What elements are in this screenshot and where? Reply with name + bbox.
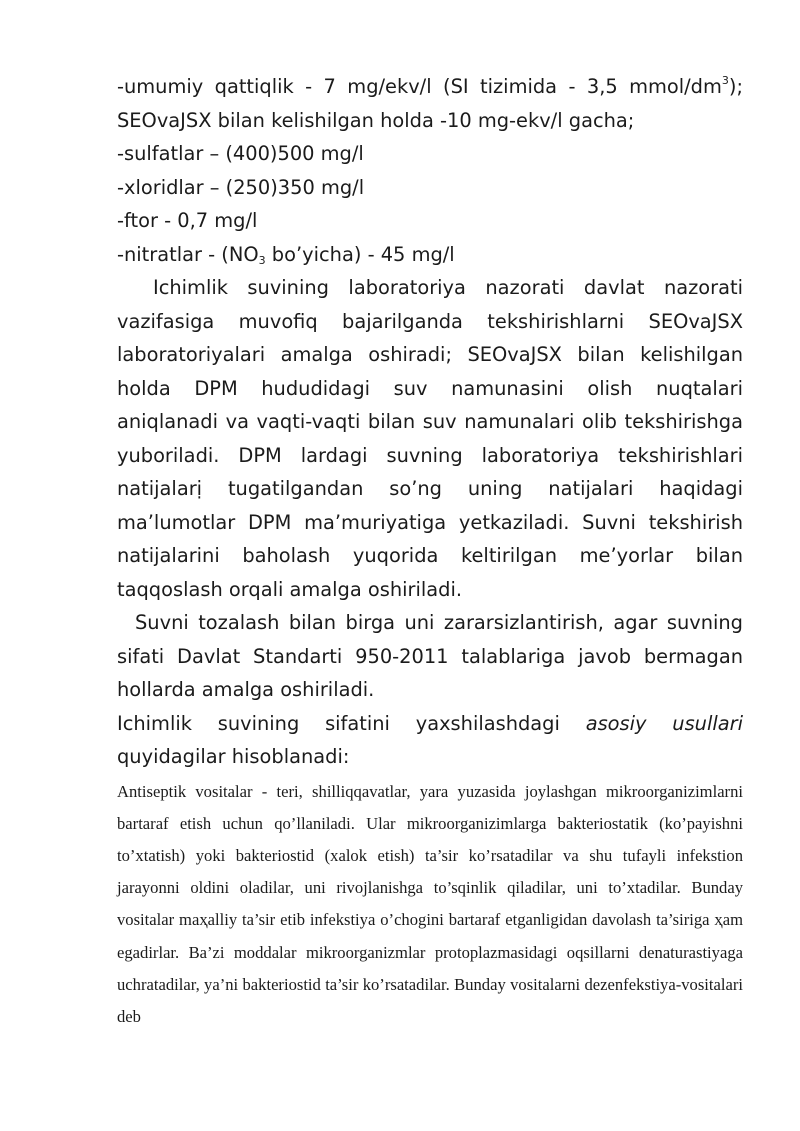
hardness-text: -umumiy qattiqlik - 7 mg/ekv/l (SI tizimida - 3,5 mmol/dm bbox=[117, 75, 722, 98]
nitrates-text: -nitratlar - (NO bbox=[117, 242, 259, 266]
list-item-nitrates bbox=[117, 238, 743, 272]
hardness-text-end: ); bbox=[728, 75, 743, 98]
list-item-sulfates: -sulfatlar – (400)500 mg/l bbox=[117, 142, 364, 165]
main-methods-text-end: quyidagilar hisoblanadi: bbox=[117, 745, 350, 768]
paragraph-lab-control: Ichimlik suvining laboratoriya nazorati davlat nazorati vazifasiga muvofiq bajarilganda tekshirishlarni SEOvaJSX laboratoriyalari amalga oshiradi; SEOvaJSX bilan kelishilgan holda DPM hududidagi suv namunasini olish nuqtalari aniqlanadi va vaqti-vaqti bilan suv namunalari olib tekshirishga yuboriladi. DPM lardagi suvning laboratoriya tekshirishlari natijalarị tugatilgandan so’ng uning natijalari haqidagi ma’lumotlar DPM ma’muriyatiga yetkaziladi. Suvni tekshirish natijalarini baholash yuqorida keltirilgan me’yorlar bilan taqqoslash orqali amalga oshiriladi. bbox=[117, 276, 743, 601]
hardness-superscript: 3 bbox=[721, 74, 729, 87]
paragraph-antiseptics: Antiseptik vositalar - teri, shilliqqavatlar, yara yuzasida joylashgan mikroorganizimlarni bartaraf etish uchun qo’llaniladi. Ular mikroorganizimlarga bakteriostatik (ko’payishni to’xtatish) yoki bakteriostid (xalok etish) ta’sir ko’rsatadilar va shu tufayli infekstion jarayonni oldini oladilar, uni rivojlanishga to’sqinlik qiladilar, uni to’xtadilar. Bunday vositalar maҳalliy ta’sir etib infekstiya o’chogini bartaraf etganligidan davolash ta’siriga ҳam egadirlar. Ba’zi moddalar mikroorganizmlar protoplazmasidagi oqsillarni denaturastiyaga uchratadilar, ya’ni bakteriostid ta’sir ko’rsatadilar. Bunday vositalarni dezenfekstiya-vositalari deb bbox=[117, 781, 743, 1026]
paragraph-disinfection: Suvni tozalash bilan birga uni zararsizlantirish, agar suvning sifati Davlat Standarti 950-2011 talablariga javob bermagan hollarda amalga oshiriladi. bbox=[117, 611, 743, 701]
list-item-fluorine: -ftor - 0,7 mg/l bbox=[117, 209, 258, 232]
nitrates-subscript: 3 bbox=[258, 253, 266, 267]
list-item-hardness bbox=[117, 70, 743, 104]
paragraph-main-methods bbox=[117, 707, 743, 774]
list-item-chlorides: -xloridlar – (250)350 mg/l bbox=[117, 175, 365, 199]
main-methods-text: Ichimlik suvining sifatini yaxshilashdagi bbox=[117, 711, 586, 735]
nitrates-text-end: bo’yicha) - 45 mg/l bbox=[265, 242, 455, 266]
main-methods-italic: asosiy usullari bbox=[585, 711, 743, 735]
list-item-hardness-continued: SEOvaJSX bilan kelishilgan holda -10 mg-ekv/l gacha; bbox=[117, 108, 635, 132]
page-content bbox=[117, 70, 743, 1033]
